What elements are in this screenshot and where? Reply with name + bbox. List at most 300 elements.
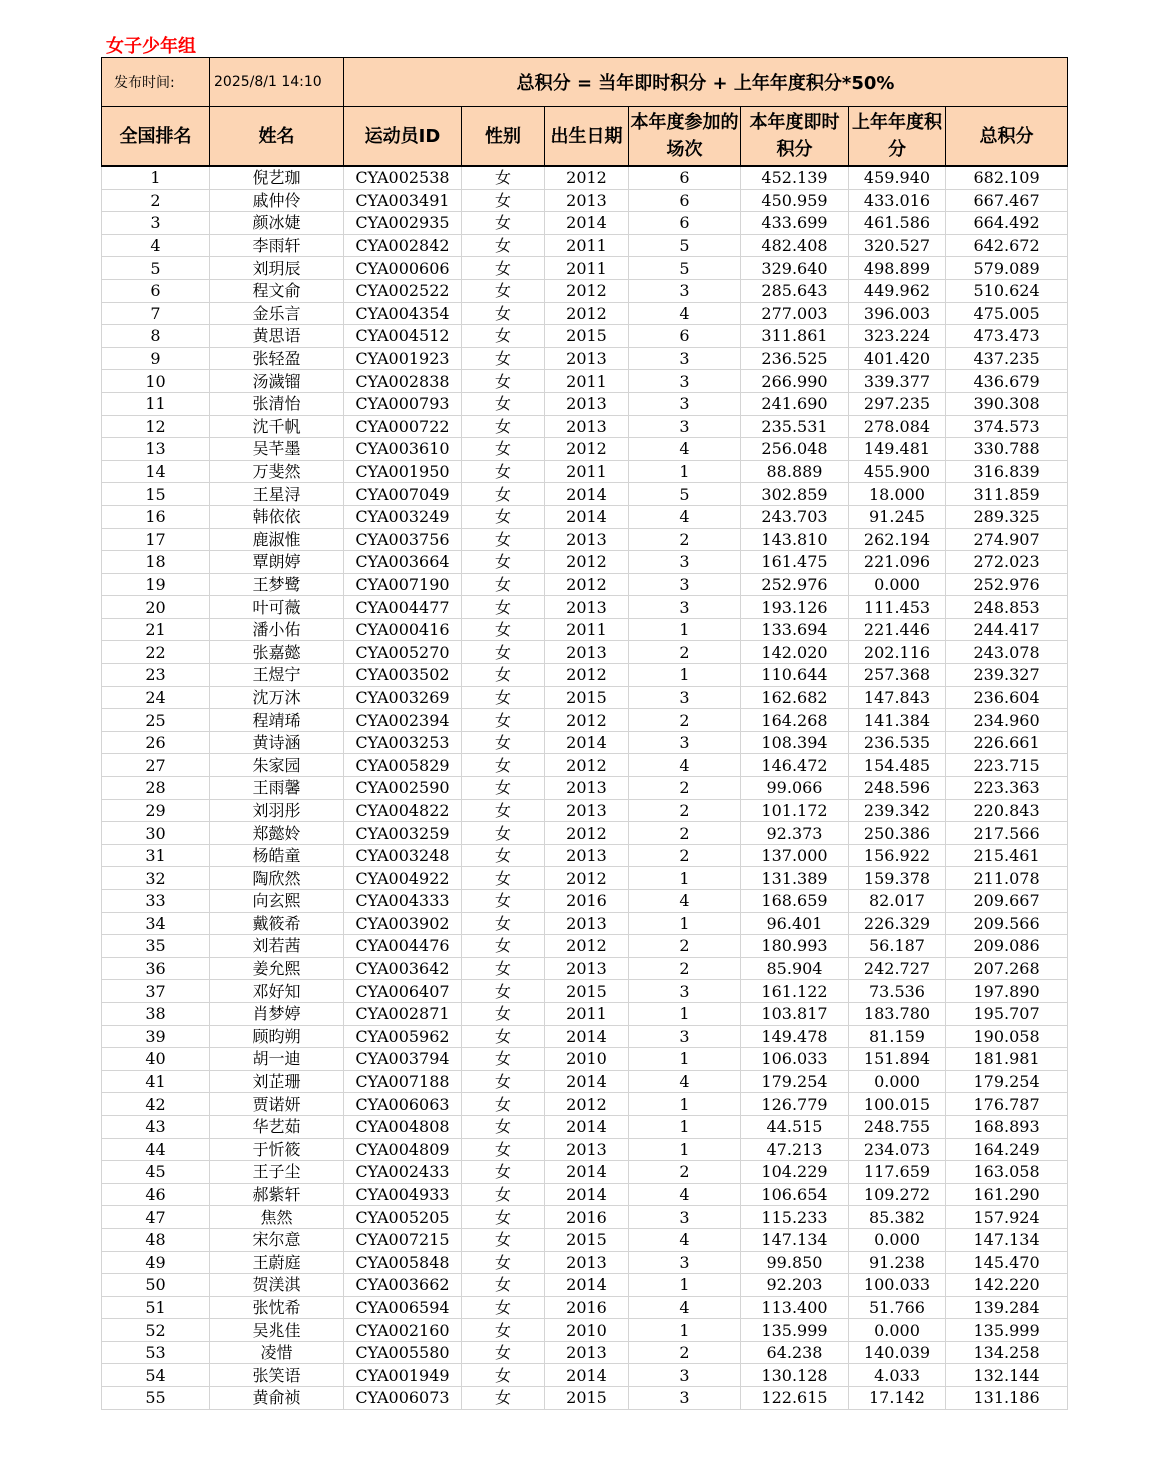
cell-athlete-id: CYA001923	[344, 347, 462, 370]
cell-last-year-points: 149.481	[849, 438, 946, 461]
cell-events-count: 3	[629, 1364, 741, 1387]
cell-athlete-id: CYA004922	[344, 867, 462, 890]
cell-gender: 女	[462, 867, 545, 890]
cell-current-points: 433.699	[741, 212, 849, 235]
cell-total-points: 664.492	[946, 212, 1068, 235]
cell-total-points: 197.890	[946, 980, 1068, 1003]
cell-events-count: 3	[629, 279, 741, 302]
cell-birth-date: 2012	[545, 279, 629, 302]
cell-total-points: 163.058	[946, 1161, 1068, 1184]
cell-rank: 22	[102, 641, 210, 664]
cell-name: 覃朗婷	[210, 551, 344, 574]
cell-current-points: 131.389	[741, 867, 849, 890]
table-row	[102, 415, 1068, 438]
cell-total-points: 374.573	[946, 415, 1068, 438]
cell-events-count: 6	[629, 325, 741, 348]
cell-birth-date: 2012	[545, 935, 629, 958]
header-birth-date: 出生日期	[545, 107, 629, 167]
cell-total-points: 473.473	[946, 325, 1068, 348]
table-row	[102, 460, 1068, 483]
table-row	[102, 596, 1068, 619]
cell-events-count: 3	[629, 980, 741, 1003]
cell-last-year-points: 449.962	[849, 279, 946, 302]
cell-birth-date: 2013	[545, 1251, 629, 1274]
ranking-table	[101, 57, 1068, 1410]
cell-birth-date: 2010	[545, 1048, 629, 1071]
cell-birth-date: 2012	[545, 166, 629, 189]
cell-rank: 4	[102, 234, 210, 257]
header-total-points: 总积分	[946, 107, 1068, 167]
cell-current-points: 241.690	[741, 392, 849, 415]
cell-name: 郑懿姈	[210, 822, 344, 845]
cell-gender: 女	[462, 528, 545, 551]
cell-total-points: 248.853	[946, 596, 1068, 619]
cell-gender: 女	[462, 1002, 545, 1025]
cell-current-points: 108.394	[741, 731, 849, 754]
cell-last-year-points: 455.900	[849, 460, 946, 483]
cell-current-points: 99.066	[741, 777, 849, 800]
cell-gender: 女	[462, 370, 545, 393]
table-row	[102, 1296, 1068, 1319]
cell-rank: 1	[102, 166, 210, 189]
cell-rank: 24	[102, 686, 210, 709]
cell-current-points: 180.993	[741, 935, 849, 958]
cell-total-points: 168.893	[946, 1115, 1068, 1138]
cell-athlete-id: CYA004512	[344, 325, 462, 348]
cell-athlete-id: CYA000416	[344, 618, 462, 641]
group-title: 女子少年组	[106, 36, 196, 57]
table-row	[102, 912, 1068, 935]
cell-name: 倪艺珈	[210, 166, 344, 189]
column-header-row	[102, 107, 1068, 167]
cell-birth-date: 2012	[545, 438, 629, 461]
cell-name: 万斐然	[210, 460, 344, 483]
cell-last-year-points: 242.727	[849, 957, 946, 980]
table-row	[102, 166, 1068, 189]
cell-events-count: 5	[629, 483, 741, 506]
cell-gender: 女	[462, 189, 545, 212]
cell-rank: 46	[102, 1183, 210, 1206]
cell-total-points: 209.667	[946, 890, 1068, 913]
cell-total-points: 179.254	[946, 1070, 1068, 1093]
cell-rank: 19	[102, 573, 210, 596]
cell-rank: 26	[102, 731, 210, 754]
cell-name: 郝紫轩	[210, 1183, 344, 1206]
cell-last-year-points: 401.420	[849, 347, 946, 370]
cell-birth-date: 2014	[545, 505, 629, 528]
cell-athlete-id: CYA003902	[344, 912, 462, 935]
cell-name: 胡一迪	[210, 1048, 344, 1071]
cell-total-points: 252.976	[946, 573, 1068, 596]
cell-current-points: 103.817	[741, 1002, 849, 1025]
cell-current-points: 450.959	[741, 189, 849, 212]
cell-athlete-id: CYA007190	[344, 573, 462, 596]
table-row	[102, 1025, 1068, 1048]
cell-last-year-points: 320.527	[849, 234, 946, 257]
cell-events-count: 3	[629, 1251, 741, 1274]
cell-rank: 18	[102, 551, 210, 574]
table-row	[102, 1274, 1068, 1297]
cell-athlete-id: CYA000793	[344, 392, 462, 415]
table-row	[102, 1387, 1068, 1410]
cell-rank: 10	[102, 370, 210, 393]
cell-birth-date: 2012	[545, 1093, 629, 1116]
cell-gender: 女	[462, 1319, 545, 1342]
table-row	[102, 279, 1068, 302]
cell-name: 汤濊镏	[210, 370, 344, 393]
cell-athlete-id: CYA003662	[344, 1274, 462, 1297]
table-row	[102, 438, 1068, 461]
table-row	[102, 1183, 1068, 1206]
cell-gender: 女	[462, 980, 545, 1003]
cell-name: 颜冰婕	[210, 212, 344, 235]
cell-total-points: 132.144	[946, 1364, 1068, 1387]
cell-gender: 女	[462, 1025, 545, 1048]
table-row	[102, 822, 1068, 845]
cell-last-year-points: 226.329	[849, 912, 946, 935]
cell-gender: 女	[462, 483, 545, 506]
table-row	[102, 844, 1068, 867]
cell-name: 王煜宁	[210, 664, 344, 687]
cell-events-count: 5	[629, 257, 741, 280]
cell-gender: 女	[462, 325, 545, 348]
cell-last-year-points: 141.384	[849, 709, 946, 732]
cell-athlete-id: CYA004354	[344, 302, 462, 325]
cell-current-points: 92.203	[741, 1274, 849, 1297]
cell-rank: 3	[102, 212, 210, 235]
cell-total-points: 223.363	[946, 777, 1068, 800]
cell-events-count: 3	[629, 1206, 741, 1229]
cell-birth-date: 2013	[545, 415, 629, 438]
cell-gender: 女	[462, 302, 545, 325]
cell-name: 鹿淑惟	[210, 528, 344, 551]
cell-name: 刘芷珊	[210, 1070, 344, 1093]
cell-athlete-id: CYA002433	[344, 1161, 462, 1184]
cell-events-count: 4	[629, 1228, 741, 1251]
cell-events-count: 3	[629, 415, 741, 438]
cell-events-count: 1	[629, 1002, 741, 1025]
cell-gender: 女	[462, 505, 545, 528]
cell-total-points: 145.470	[946, 1251, 1068, 1274]
cell-rank: 15	[102, 483, 210, 506]
cell-gender: 女	[462, 890, 545, 913]
cell-gender: 女	[462, 1115, 545, 1138]
cell-events-count: 2	[629, 777, 741, 800]
cell-total-points: 139.284	[946, 1296, 1068, 1319]
table-row	[102, 573, 1068, 596]
cell-last-year-points: 100.015	[849, 1093, 946, 1116]
cell-current-points: 168.659	[741, 890, 849, 913]
cell-name: 张嘉懿	[210, 641, 344, 664]
cell-birth-date: 2011	[545, 460, 629, 483]
cell-birth-date: 2013	[545, 596, 629, 619]
cell-name: 金乐言	[210, 302, 344, 325]
table-row	[102, 234, 1068, 257]
table-row	[102, 957, 1068, 980]
header-current-points: 本年度即时积分	[741, 107, 849, 167]
cell-last-year-points: 111.453	[849, 596, 946, 619]
cell-events-count: 4	[629, 438, 741, 461]
cell-athlete-id: CYA003756	[344, 528, 462, 551]
cell-birth-date: 2013	[545, 957, 629, 980]
cell-athlete-id: CYA005205	[344, 1206, 462, 1229]
cell-athlete-id: CYA006073	[344, 1387, 462, 1410]
cell-birth-date: 2013	[545, 844, 629, 867]
cell-current-points: 133.694	[741, 618, 849, 641]
table-row	[102, 1341, 1068, 1364]
cell-athlete-id: CYA001949	[344, 1364, 462, 1387]
cell-athlete-id: CYA002935	[344, 212, 462, 235]
table-row	[102, 731, 1068, 754]
cell-gender: 女	[462, 822, 545, 845]
cell-events-count: 1	[629, 1048, 741, 1071]
cell-last-year-points: 0.000	[849, 1070, 946, 1093]
cell-current-points: 164.268	[741, 709, 849, 732]
publish-label: 发布时间:	[102, 58, 210, 107]
cell-rank: 5	[102, 257, 210, 280]
cell-total-points: 243.078	[946, 641, 1068, 664]
header-rank: 全国排名	[102, 107, 210, 167]
cell-rank: 44	[102, 1138, 210, 1161]
cell-current-points: 101.172	[741, 799, 849, 822]
cell-gender: 女	[462, 957, 545, 980]
cell-current-points: 88.889	[741, 460, 849, 483]
cell-total-points: 244.417	[946, 618, 1068, 641]
cell-rank: 28	[102, 777, 210, 800]
cell-events-count: 3	[629, 347, 741, 370]
cell-last-year-points: 156.922	[849, 844, 946, 867]
cell-name: 张轻盈	[210, 347, 344, 370]
cell-current-points: 311.861	[741, 325, 849, 348]
cell-current-points: 161.475	[741, 551, 849, 574]
cell-last-year-points: 109.272	[849, 1183, 946, 1206]
cell-current-points: 235.531	[741, 415, 849, 438]
table-row	[102, 1228, 1068, 1251]
table-row	[102, 686, 1068, 709]
cell-rank: 33	[102, 890, 210, 913]
cell-current-points: 137.000	[741, 844, 849, 867]
cell-total-points: 147.134	[946, 1228, 1068, 1251]
cell-birth-date: 2015	[545, 1387, 629, 1410]
cell-total-points: 207.268	[946, 957, 1068, 980]
table-row	[102, 1319, 1068, 1342]
cell-last-year-points: 0.000	[849, 1319, 946, 1342]
cell-rank: 13	[102, 438, 210, 461]
cell-total-points: 135.999	[946, 1319, 1068, 1342]
cell-current-points: 243.703	[741, 505, 849, 528]
cell-birth-date: 2013	[545, 799, 629, 822]
cell-last-year-points: 221.446	[849, 618, 946, 641]
cell-total-points: 475.005	[946, 302, 1068, 325]
cell-birth-date: 2011	[545, 257, 629, 280]
cell-last-year-points: 257.368	[849, 664, 946, 687]
cell-name: 陶欣然	[210, 867, 344, 890]
cell-total-points: 239.327	[946, 664, 1068, 687]
cell-birth-date: 2016	[545, 1206, 629, 1229]
table-row	[102, 799, 1068, 822]
cell-birth-date: 2013	[545, 1138, 629, 1161]
cell-events-count: 3	[629, 1387, 741, 1410]
table-row	[102, 551, 1068, 574]
cell-total-points: 142.220	[946, 1274, 1068, 1297]
cell-current-points: 256.048	[741, 438, 849, 461]
cell-gender: 女	[462, 844, 545, 867]
cell-gender: 女	[462, 1296, 545, 1319]
table-row	[102, 777, 1068, 800]
cell-current-points: 44.515	[741, 1115, 849, 1138]
cell-last-year-points: 0.000	[849, 1228, 946, 1251]
cell-rank: 31	[102, 844, 210, 867]
cell-current-points: 452.139	[741, 166, 849, 189]
cell-total-points: 236.604	[946, 686, 1068, 709]
table-row	[102, 483, 1068, 506]
cell-rank: 35	[102, 935, 210, 958]
cell-name: 顾昀朔	[210, 1025, 344, 1048]
cell-gender: 女	[462, 279, 545, 302]
cell-name: 程文俞	[210, 279, 344, 302]
cell-rank: 14	[102, 460, 210, 483]
cell-rank: 32	[102, 867, 210, 890]
table-row	[102, 347, 1068, 370]
cell-athlete-id: CYA003664	[344, 551, 462, 574]
cell-events-count: 4	[629, 302, 741, 325]
cell-current-points: 126.779	[741, 1093, 849, 1116]
cell-last-year-points: 81.159	[849, 1025, 946, 1048]
cell-total-points: 161.290	[946, 1183, 1068, 1206]
cell-events-count: 3	[629, 731, 741, 754]
cell-current-points: 143.810	[741, 528, 849, 551]
cell-name: 杨皓童	[210, 844, 344, 867]
cell-birth-date: 2014	[545, 1274, 629, 1297]
cell-name: 黄诗涵	[210, 731, 344, 754]
cell-events-count: 4	[629, 1070, 741, 1093]
cell-last-year-points: 85.382	[849, 1206, 946, 1229]
cell-birth-date: 2012	[545, 822, 629, 845]
cell-total-points: 211.078	[946, 867, 1068, 890]
cell-last-year-points: 221.096	[849, 551, 946, 574]
cell-events-count: 2	[629, 1341, 741, 1364]
cell-gender: 女	[462, 1387, 545, 1410]
cell-gender: 女	[462, 1228, 545, 1251]
cell-athlete-id: CYA003502	[344, 664, 462, 687]
cell-total-points: 311.859	[946, 483, 1068, 506]
cell-last-year-points: 17.142	[849, 1387, 946, 1410]
table-row	[102, 528, 1068, 551]
cell-athlete-id: CYA004822	[344, 799, 462, 822]
cell-birth-date: 2014	[545, 483, 629, 506]
cell-name: 于忻筱	[210, 1138, 344, 1161]
cell-gender: 女	[462, 166, 545, 189]
cell-athlete-id: CYA005580	[344, 1341, 462, 1364]
cell-events-count: 3	[629, 573, 741, 596]
cell-total-points: 642.672	[946, 234, 1068, 257]
cell-athlete-id: CYA004809	[344, 1138, 462, 1161]
cell-events-count: 4	[629, 890, 741, 913]
cell-last-year-points: 459.940	[849, 166, 946, 189]
cell-name: 姜允熙	[210, 957, 344, 980]
cell-gender: 女	[462, 347, 545, 370]
cell-current-points: 64.238	[741, 1341, 849, 1364]
cell-name: 贺渼淇	[210, 1274, 344, 1297]
cell-athlete-id: CYA003249	[344, 505, 462, 528]
table-row	[102, 370, 1068, 393]
cell-athlete-id: CYA002522	[344, 279, 462, 302]
header-events-count: 本年度参加的场次	[629, 107, 741, 167]
cell-birth-date: 2013	[545, 528, 629, 551]
cell-athlete-id: CYA004808	[344, 1115, 462, 1138]
header-name: 姓名	[210, 107, 344, 167]
cell-gender: 女	[462, 1093, 545, 1116]
cell-gender: 女	[462, 573, 545, 596]
cell-events-count: 1	[629, 618, 741, 641]
cell-last-year-points: 159.378	[849, 867, 946, 890]
cell-rank: 49	[102, 1251, 210, 1274]
cell-athlete-id: CYA007188	[344, 1070, 462, 1093]
cell-gender: 女	[462, 664, 545, 687]
table-row	[102, 189, 1068, 212]
cell-events-count: 3	[629, 1025, 741, 1048]
cell-total-points: 510.624	[946, 279, 1068, 302]
cell-total-points: 164.249	[946, 1138, 1068, 1161]
cell-events-count: 3	[629, 686, 741, 709]
cell-birth-date: 2012	[545, 302, 629, 325]
cell-last-year-points: 278.084	[849, 415, 946, 438]
cell-total-points: 209.566	[946, 912, 1068, 935]
cell-total-points: 181.981	[946, 1048, 1068, 1071]
cell-athlete-id: CYA005962	[344, 1025, 462, 1048]
cell-birth-date: 2015	[545, 686, 629, 709]
cell-last-year-points: 73.536	[849, 980, 946, 1003]
cell-name: 贾诺妍	[210, 1093, 344, 1116]
cell-current-points: 96.401	[741, 912, 849, 935]
cell-last-year-points: 433.016	[849, 189, 946, 212]
cell-athlete-id: CYA004477	[344, 596, 462, 619]
cell-gender: 女	[462, 1048, 545, 1071]
cell-gender: 女	[462, 1251, 545, 1274]
cell-last-year-points: 234.073	[849, 1138, 946, 1161]
cell-birth-date: 2013	[545, 189, 629, 212]
cell-total-points: 316.839	[946, 460, 1068, 483]
cell-athlete-id: CYA003610	[344, 438, 462, 461]
cell-name: 肖梦婷	[210, 1002, 344, 1025]
cell-events-count: 2	[629, 709, 741, 732]
cell-birth-date: 2014	[545, 1364, 629, 1387]
cell-current-points: 104.229	[741, 1161, 849, 1184]
table-row	[102, 709, 1068, 732]
cell-athlete-id: CYA002538	[344, 166, 462, 189]
cell-gender: 女	[462, 709, 545, 732]
cell-name: 朱家园	[210, 754, 344, 777]
cell-rank: 39	[102, 1025, 210, 1048]
table-row	[102, 1364, 1068, 1387]
cell-current-points: 135.999	[741, 1319, 849, 1342]
cell-name: 焦然	[210, 1206, 344, 1229]
cell-total-points: 226.661	[946, 731, 1068, 754]
cell-total-points: 234.960	[946, 709, 1068, 732]
cell-name: 王蔚庭	[210, 1251, 344, 1274]
cell-events-count: 2	[629, 1161, 741, 1184]
cell-birth-date: 2012	[545, 573, 629, 596]
cell-rank: 50	[102, 1274, 210, 1297]
cell-events-count: 4	[629, 1296, 741, 1319]
table-row	[102, 325, 1068, 348]
cell-total-points: 220.843	[946, 799, 1068, 822]
cell-gender: 女	[462, 641, 545, 664]
cell-total-points: 390.308	[946, 392, 1068, 415]
cell-events-count: 6	[629, 166, 741, 189]
cell-name: 沈万沐	[210, 686, 344, 709]
cell-athlete-id: CYA000722	[344, 415, 462, 438]
